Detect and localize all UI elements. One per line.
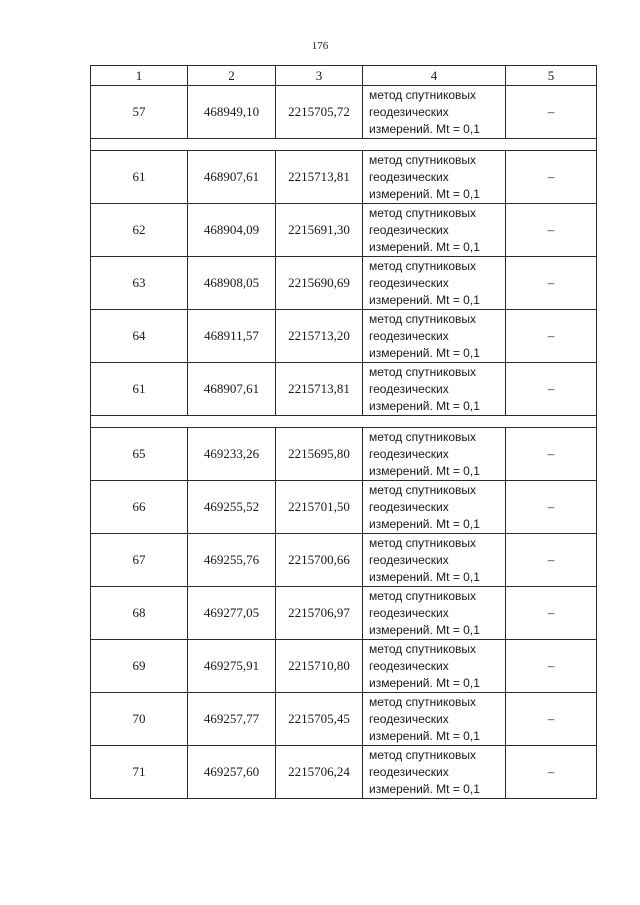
method-line: метод спутниковых [369, 535, 477, 550]
method-cell [363, 481, 506, 534]
y-coordinate-cell: 2215690,69 [276, 257, 363, 310]
method-line: геодезических [369, 328, 449, 343]
x-coordinate-cell: 469275,91 [188, 640, 276, 693]
x-coordinate-cell: 469255,76 [188, 534, 276, 587]
x-coordinate-cell: 469257,60 [188, 746, 276, 799]
point-number-cell: 68 [91, 587, 188, 640]
method-line: геодезических [369, 222, 449, 237]
method-line: измерений. Mt = 0,1 [369, 622, 480, 637]
method-line: измерений. Mt = 0,1 [369, 398, 480, 413]
point-number-cell: 69 [91, 640, 188, 693]
table-header [91, 66, 597, 86]
point-number-cell: 70 [91, 693, 188, 746]
method-cell [363, 746, 506, 799]
note-cell: – [506, 257, 597, 310]
method-line: геодезических [369, 169, 449, 184]
table-row [91, 693, 597, 746]
method-line: метод спутниковых [369, 641, 477, 656]
x-coordinate-cell: 468907,61 [188, 151, 276, 204]
method-line: измерений. Mt = 0,1 [369, 345, 480, 360]
method-cell [363, 363, 506, 416]
y-coordinate-cell: 2215706,97 [276, 587, 363, 640]
point-number-cell: 63 [91, 257, 188, 310]
method-line: метод спутниковых [369, 152, 477, 167]
point-number-cell: 66 [91, 481, 188, 534]
note-cell: – [506, 693, 597, 746]
y-coordinate-cell: 2215710,80 [276, 640, 363, 693]
table-row [91, 363, 597, 416]
method-line: метод спутниковых [369, 258, 477, 273]
note-cell: – [506, 428, 597, 481]
method-line: геодезических [369, 605, 449, 620]
table-row [91, 746, 597, 799]
column-header-4: 4 [363, 66, 506, 86]
y-coordinate-cell: 2215706,24 [276, 746, 363, 799]
note-cell: – [506, 481, 597, 534]
method-line: метод спутниковых [369, 364, 477, 379]
y-coordinate-cell: 2215695,80 [276, 428, 363, 481]
note-cell: – [506, 534, 597, 587]
method-line: измерений. Mt = 0,1 [369, 728, 480, 743]
method-cell [363, 257, 506, 310]
note-cell: – [506, 587, 597, 640]
method-cell [363, 587, 506, 640]
x-coordinate-cell: 469277,05 [188, 587, 276, 640]
table-row [91, 640, 597, 693]
y-coordinate-cell: 2215713,20 [276, 310, 363, 363]
point-number-cell: 65 [91, 428, 188, 481]
method-line: геодезических [369, 658, 449, 673]
method-cell [363, 310, 506, 363]
method-line: геодезических [369, 381, 449, 396]
method-line: геодезических [369, 764, 449, 779]
column-header-3: 3 [276, 66, 363, 86]
point-number-cell: 61 [91, 363, 188, 416]
point-number-cell: 71 [91, 746, 188, 799]
group-separator-row [91, 416, 597, 428]
group-separator-cell [91, 416, 597, 428]
method-cell [363, 151, 506, 204]
y-coordinate-cell: 2215713,81 [276, 151, 363, 204]
y-coordinate-cell: 2215705,72 [276, 86, 363, 139]
page-number: 176 [311, 40, 329, 52]
table-row [91, 481, 597, 534]
note-cell: – [506, 746, 597, 799]
method-line: измерений. Mt = 0,1 [369, 675, 480, 690]
table-row [91, 534, 597, 587]
x-coordinate-cell: 468949,10 [188, 86, 276, 139]
x-coordinate-cell: 468907,61 [188, 363, 276, 416]
x-coordinate-cell: 469255,52 [188, 481, 276, 534]
point-number-cell: 64 [91, 310, 188, 363]
method-line: измерений. Mt = 0,1 [369, 569, 480, 584]
point-number-cell: 62 [91, 204, 188, 257]
method-line: метод спутниковых [369, 87, 477, 102]
x-coordinate-cell: 468911,57 [188, 310, 276, 363]
method-line: метод спутниковых [369, 429, 477, 444]
y-coordinate-cell: 2215691,30 [276, 204, 363, 257]
method-line: геодезических [369, 446, 449, 461]
method-line: измерений. Mt = 0,1 [369, 121, 480, 136]
table-body [91, 86, 597, 799]
note-cell: – [506, 151, 597, 204]
method-line: измерений. Mt = 0,1 [369, 292, 480, 307]
table-row [91, 257, 597, 310]
method-line: геодезических [369, 104, 449, 119]
method-line: измерений. Mt = 0,1 [369, 186, 480, 201]
point-number-cell: 67 [91, 534, 188, 587]
method-line: метод спутниковых [369, 747, 477, 762]
table-row [91, 151, 597, 204]
method-cell [363, 693, 506, 746]
method-cell [363, 86, 506, 139]
y-coordinate-cell: 2215700,66 [276, 534, 363, 587]
point-number-cell: 61 [91, 151, 188, 204]
method-line: измерений. Mt = 0,1 [369, 781, 480, 796]
method-line: геодезических [369, 711, 449, 726]
method-line: метод спутниковых [369, 482, 477, 497]
group-separator-row [91, 139, 597, 151]
table-row [91, 86, 597, 139]
method-line: геодезических [369, 275, 449, 290]
note-cell: – [506, 640, 597, 693]
note-cell: – [506, 363, 597, 416]
note-cell: – [506, 310, 597, 363]
method-cell [363, 534, 506, 587]
method-cell [363, 640, 506, 693]
x-coordinate-cell: 468908,05 [188, 257, 276, 310]
method-line: измерений. Mt = 0,1 [369, 516, 480, 531]
y-coordinate-cell: 2215701,50 [276, 481, 363, 534]
table-row [91, 204, 597, 257]
y-coordinate-cell: 2215705,45 [276, 693, 363, 746]
method-line: измерений. Mt = 0,1 [369, 463, 480, 478]
x-coordinate-cell: 469257,77 [188, 693, 276, 746]
point-number-cell: 57 [91, 86, 188, 139]
note-cell: – [506, 86, 597, 139]
method-cell [363, 204, 506, 257]
coordinates-table [90, 65, 597, 799]
header-row [91, 66, 597, 86]
table-row [91, 587, 597, 640]
column-header-1: 1 [91, 66, 188, 86]
method-line: метод спутниковых [369, 694, 477, 709]
x-coordinate-cell: 468904,09 [188, 204, 276, 257]
group-separator-cell [91, 139, 597, 151]
method-cell [363, 428, 506, 481]
column-header-5: 5 [506, 66, 597, 86]
method-line: метод спутниковых [369, 311, 477, 326]
column-header-2: 2 [188, 66, 276, 86]
table-row [91, 428, 597, 481]
method-line: геодезических [369, 552, 449, 567]
note-cell: – [506, 204, 597, 257]
y-coordinate-cell: 2215713,81 [276, 363, 363, 416]
x-coordinate-cell: 469233,26 [188, 428, 276, 481]
method-line: измерений. Mt = 0,1 [369, 239, 480, 254]
table-row [91, 310, 597, 363]
method-line: геодезических [369, 499, 449, 514]
method-line: метод спутниковых [369, 588, 477, 603]
method-line: метод спутниковых [369, 205, 477, 220]
